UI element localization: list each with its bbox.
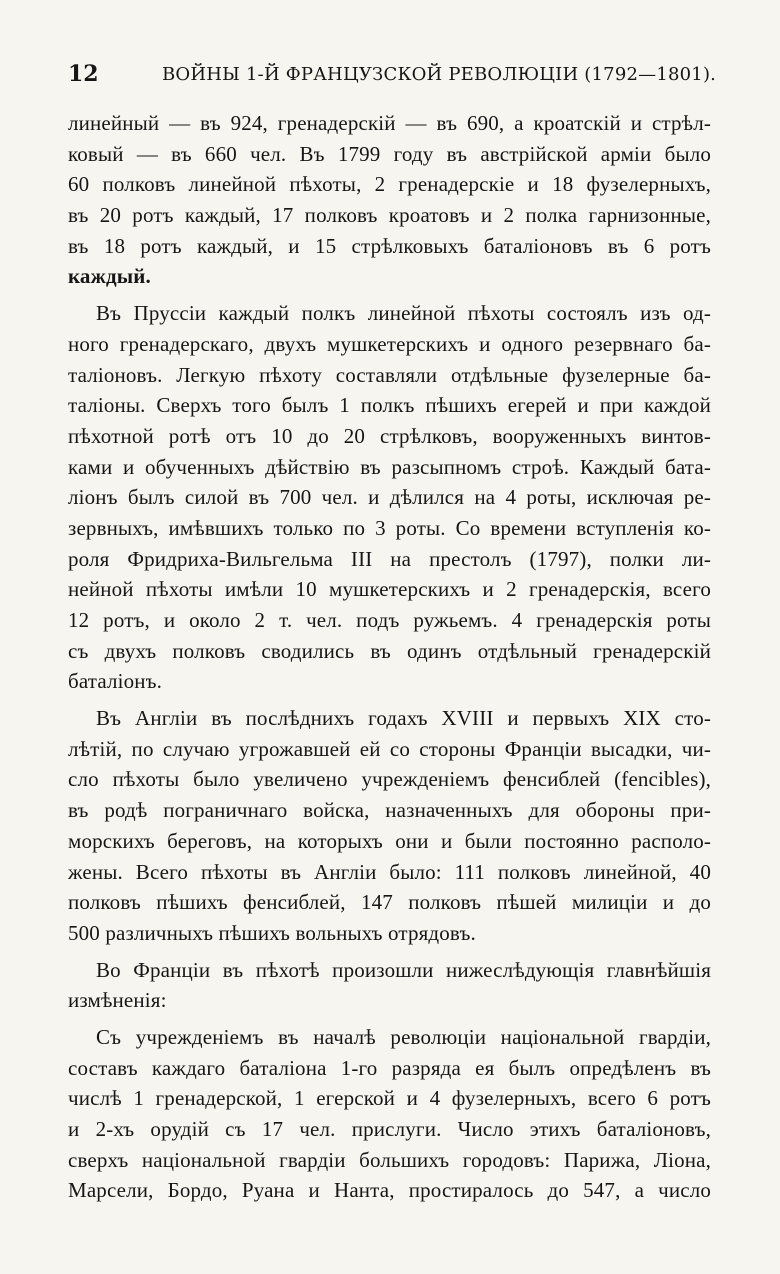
text-line: измѣненія: bbox=[68, 988, 167, 1013]
text-line: Съ учрежденіемъ въ началѣ революціи національной гвардіи, bbox=[96, 1024, 711, 1049]
text-line: ного гренадерскаго, двухъ мушкетерскихъ и одного резервнаго ба- bbox=[68, 331, 711, 356]
text-line: Въ Пруссіи каждый полкъ линейной пѣхоты состоялъ изъ од- bbox=[96, 301, 711, 326]
text-line: 12 ротъ, и около 2 т. чел. подъ ружьемъ. 4 гренадерскія роты bbox=[68, 608, 711, 632]
running-head-title: ВОЙНЫ 1-Й ФРАНЦУЗСКОЙ РЕВОЛЮЦІИ (1792—1801). bbox=[162, 64, 717, 85]
page-number: 12 bbox=[68, 61, 99, 87]
text-line: сло пѣхоты было увеличено учрежденіемъ фенсиблей (fencibles), bbox=[68, 767, 711, 792]
text-line: ками и обученныхъ дѣйствію въ разсыпномъ строѣ. Каждый бата- bbox=[68, 454, 711, 479]
text-line: 60 полковъ линейной пѣхоты, 2 гренадерскіе и 18 фузелерныхъ, bbox=[68, 172, 711, 197]
text-line: 500 различныхъ пѣшихъ вольныхъ отрядовъ. bbox=[68, 920, 476, 945]
text-line: ліонъ былъ силой въ 700 чел. и дѣлился на 4 роты, исключая ре- bbox=[68, 485, 711, 510]
text-line: баталіонъ. bbox=[68, 669, 163, 694]
text-line: жены. Всего пѣхоты въ Англіи было: 111 полковъ линейной, 40 bbox=[68, 859, 711, 884]
text-line: составъ каждаго баталіона 1-го разряда ея былъ опредѣленъ въ bbox=[68, 1055, 711, 1080]
text-line: съ двухъ полковъ сводились въ одинъ отдѣльный гренадерскій bbox=[68, 638, 711, 663]
text-line: морскихъ береговъ, на которыхъ они и были постоянно располо- bbox=[68, 828, 711, 853]
text-line: роля Фридриха-Вильгельма III на престолъ (1797), полки ли- bbox=[68, 546, 711, 571]
text-line: въ 20 ротъ каждый, 17 полковъ кроатовъ и 2 полка гарнизонные, bbox=[68, 203, 711, 228]
page-header bbox=[68, 60, 717, 90]
text-line: зервныхъ, имѣвшихъ только по 3 роты. Со времени вступленія ко- bbox=[68, 515, 711, 540]
text-line: числѣ 1 гренадерской, 1 егерской и 4 фузелерныхъ, всего 6 ротъ bbox=[68, 1086, 711, 1111]
text-line: въ родѣ пограничнаго войска, назначенныхъ для обороны при- bbox=[68, 798, 711, 823]
text-line: и 2-хъ орудій съ 17 чел. прислуги. Число этихъ баталіоновъ, bbox=[68, 1117, 711, 1141]
text-line: сверхъ національной гвардіи большихъ городовъ: Парижа, Ліона, bbox=[68, 1147, 711, 1172]
text-line: полковъ пѣшихъ фенсиблей, 147 полковъ пѣшей милиціи и до bbox=[68, 890, 711, 915]
text-line: Въ Англіи въ послѣднихъ годахъ XVIII и первыхъ XIX сто- bbox=[96, 706, 711, 731]
text-line: въ 18 ротъ каждый, и 15 стрѣлковыхъ баталіоновъ въ 6 ротъ bbox=[68, 233, 711, 258]
text-line: ковый — въ 660 чел. Въ 1799 году въ австрійской арміи было bbox=[68, 141, 711, 166]
text-line: Марсели, Бордо, Руана и Нанта, простиралось до 547, а число bbox=[68, 1178, 711, 1203]
paragraph bbox=[68, 955, 711, 1016]
text-line: Во Франціи въ пѣхотѣ произошли нижеслѣдующія главнѣйшія bbox=[96, 957, 711, 982]
text-line: каждый. bbox=[68, 264, 151, 289]
paragraph bbox=[68, 108, 711, 292]
text-line: нейной пѣхоты имѣли 10 мушкетерскихъ и 2 гренадерскія, всего bbox=[68, 577, 711, 602]
text-line: линейный — въ 924, гренадерскій — въ 690, а кроатскій и стрѣл- bbox=[68, 111, 711, 135]
paragraph bbox=[68, 1022, 711, 1206]
paragraph bbox=[68, 703, 711, 949]
text-line: таліоны. Сверхъ того былъ 1 полкъ пѣшихъ егерей и при каждой bbox=[68, 393, 711, 418]
body-text bbox=[68, 108, 711, 1206]
text-line: пѣхотной ротѣ отъ 10 до 20 стрѣлковъ, вооруженныхъ винтов- bbox=[68, 423, 711, 448]
text-line: таліоновъ. Легкую пѣхоту составляли отдѣльные фузелерные ба- bbox=[68, 362, 711, 387]
paragraph bbox=[68, 298, 711, 697]
text-line: лѣтій, по случаю угрожавшей ей со стороны Франціи высадки, чи- bbox=[68, 736, 711, 761]
